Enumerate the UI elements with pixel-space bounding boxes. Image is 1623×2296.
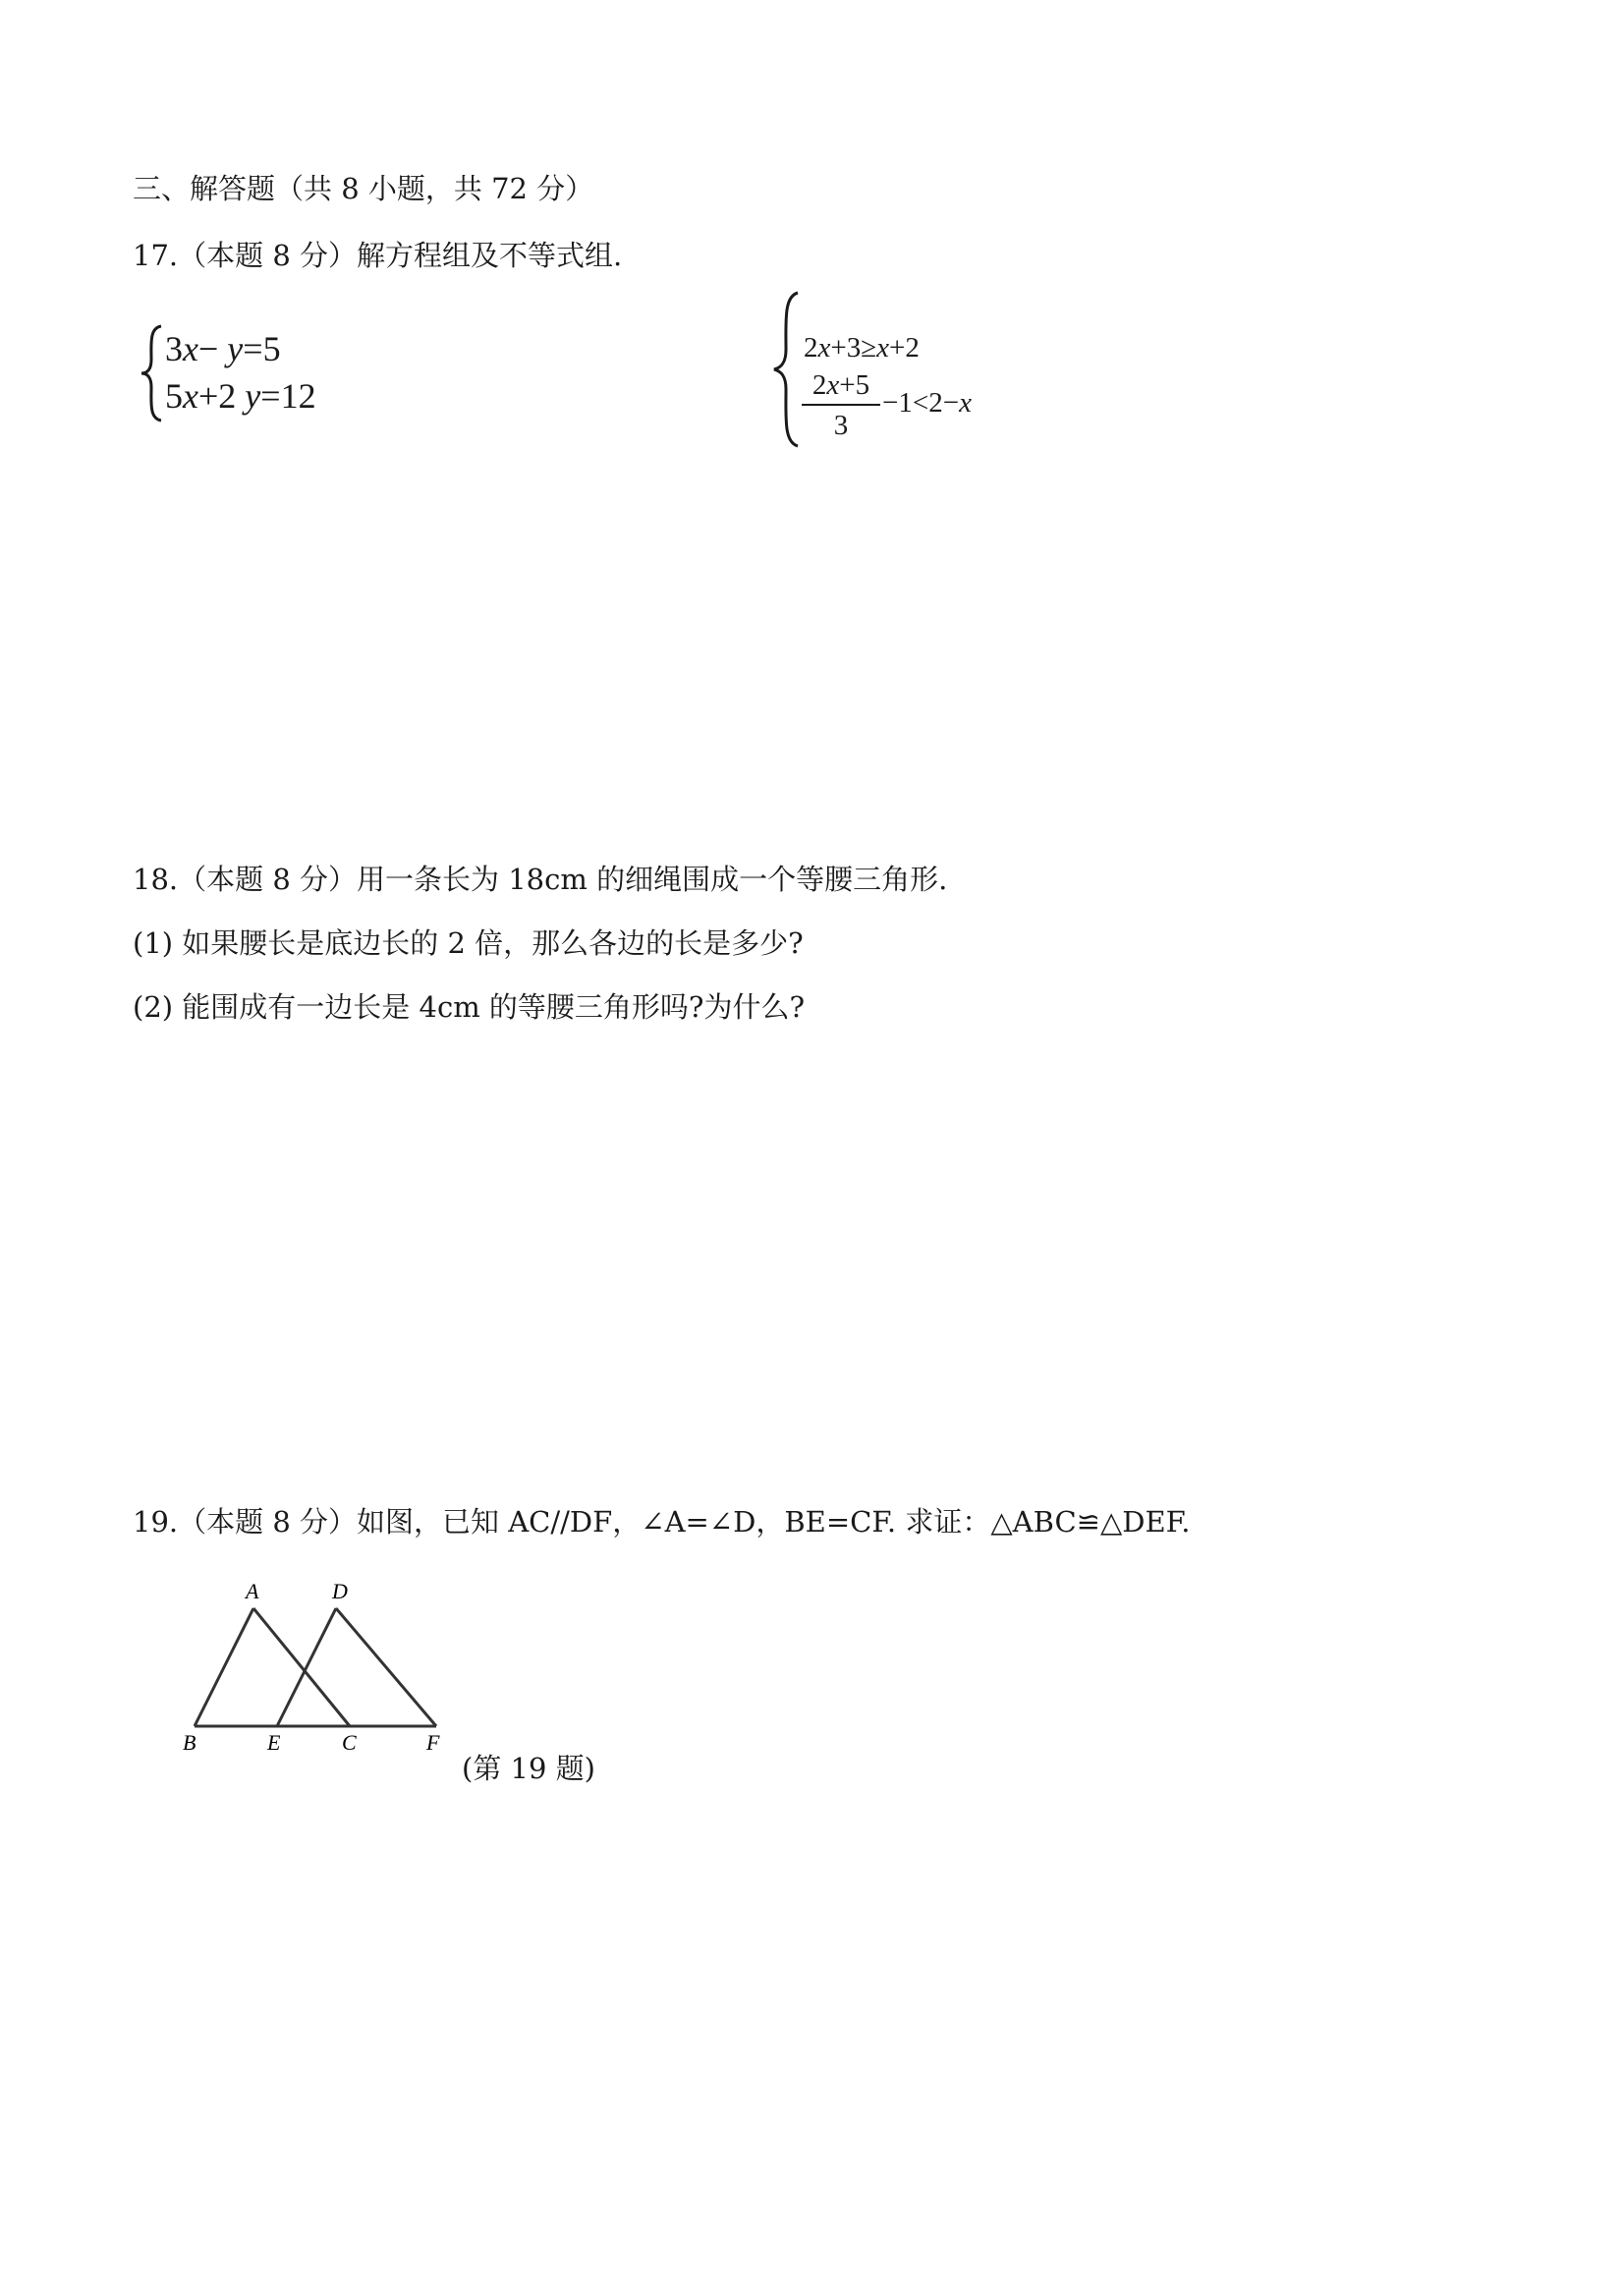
q18-stem: 18.（本题 8 分）用一条长为 18cm 的细绳围成一个等腰三角形. (133, 863, 948, 896)
fraction-bar (802, 404, 880, 406)
label-a: A (246, 1579, 259, 1603)
label-b: B (183, 1730, 196, 1754)
system1-eq2: 5x+2 y=12 (165, 376, 316, 416)
section-header: 三、解答题（共 8 小题，共 72 分） (133, 172, 594, 205)
segment-de (277, 1608, 336, 1726)
q18-part1: (1) 如果腰长是底边长的 2 倍，那么各边的长是多少? (133, 926, 804, 960)
q19-stem: 19.（本题 8 分）如图，已知 AC//DF，∠A=∠D，BE=CF. 求证：△ABC≌△DEF. (133, 1505, 1191, 1539)
system2-brace (770, 291, 802, 448)
segment-ab (195, 1608, 253, 1726)
q19-figure (177, 1577, 491, 1754)
label-d: D (332, 1579, 348, 1603)
system1-eq1: 3x− y=5 (165, 329, 281, 368)
label-f: F (426, 1730, 440, 1754)
q19-caption: (第 19 题) (462, 1752, 595, 1785)
fraction-denominator: 3 (833, 410, 849, 441)
fraction-numerator: 2x+5 (812, 369, 870, 401)
system2-fraction (802, 369, 880, 442)
q18-part2: (2) 能围成有一边长是 4cm 的等腰三角形吗?为什么? (133, 990, 806, 1024)
segment-ac (253, 1608, 350, 1726)
label-c: C (342, 1730, 357, 1754)
segment-df (336, 1608, 436, 1726)
q17-stem: 17.（本题 8 分）解方程组及不等式组. (133, 239, 623, 272)
label-e: E (267, 1730, 281, 1754)
system1-brace (138, 324, 167, 422)
system2-ineq1: 2x+3≥x+2 (804, 332, 920, 364)
system2-ineq2-rest: −1<2−x (882, 387, 972, 419)
